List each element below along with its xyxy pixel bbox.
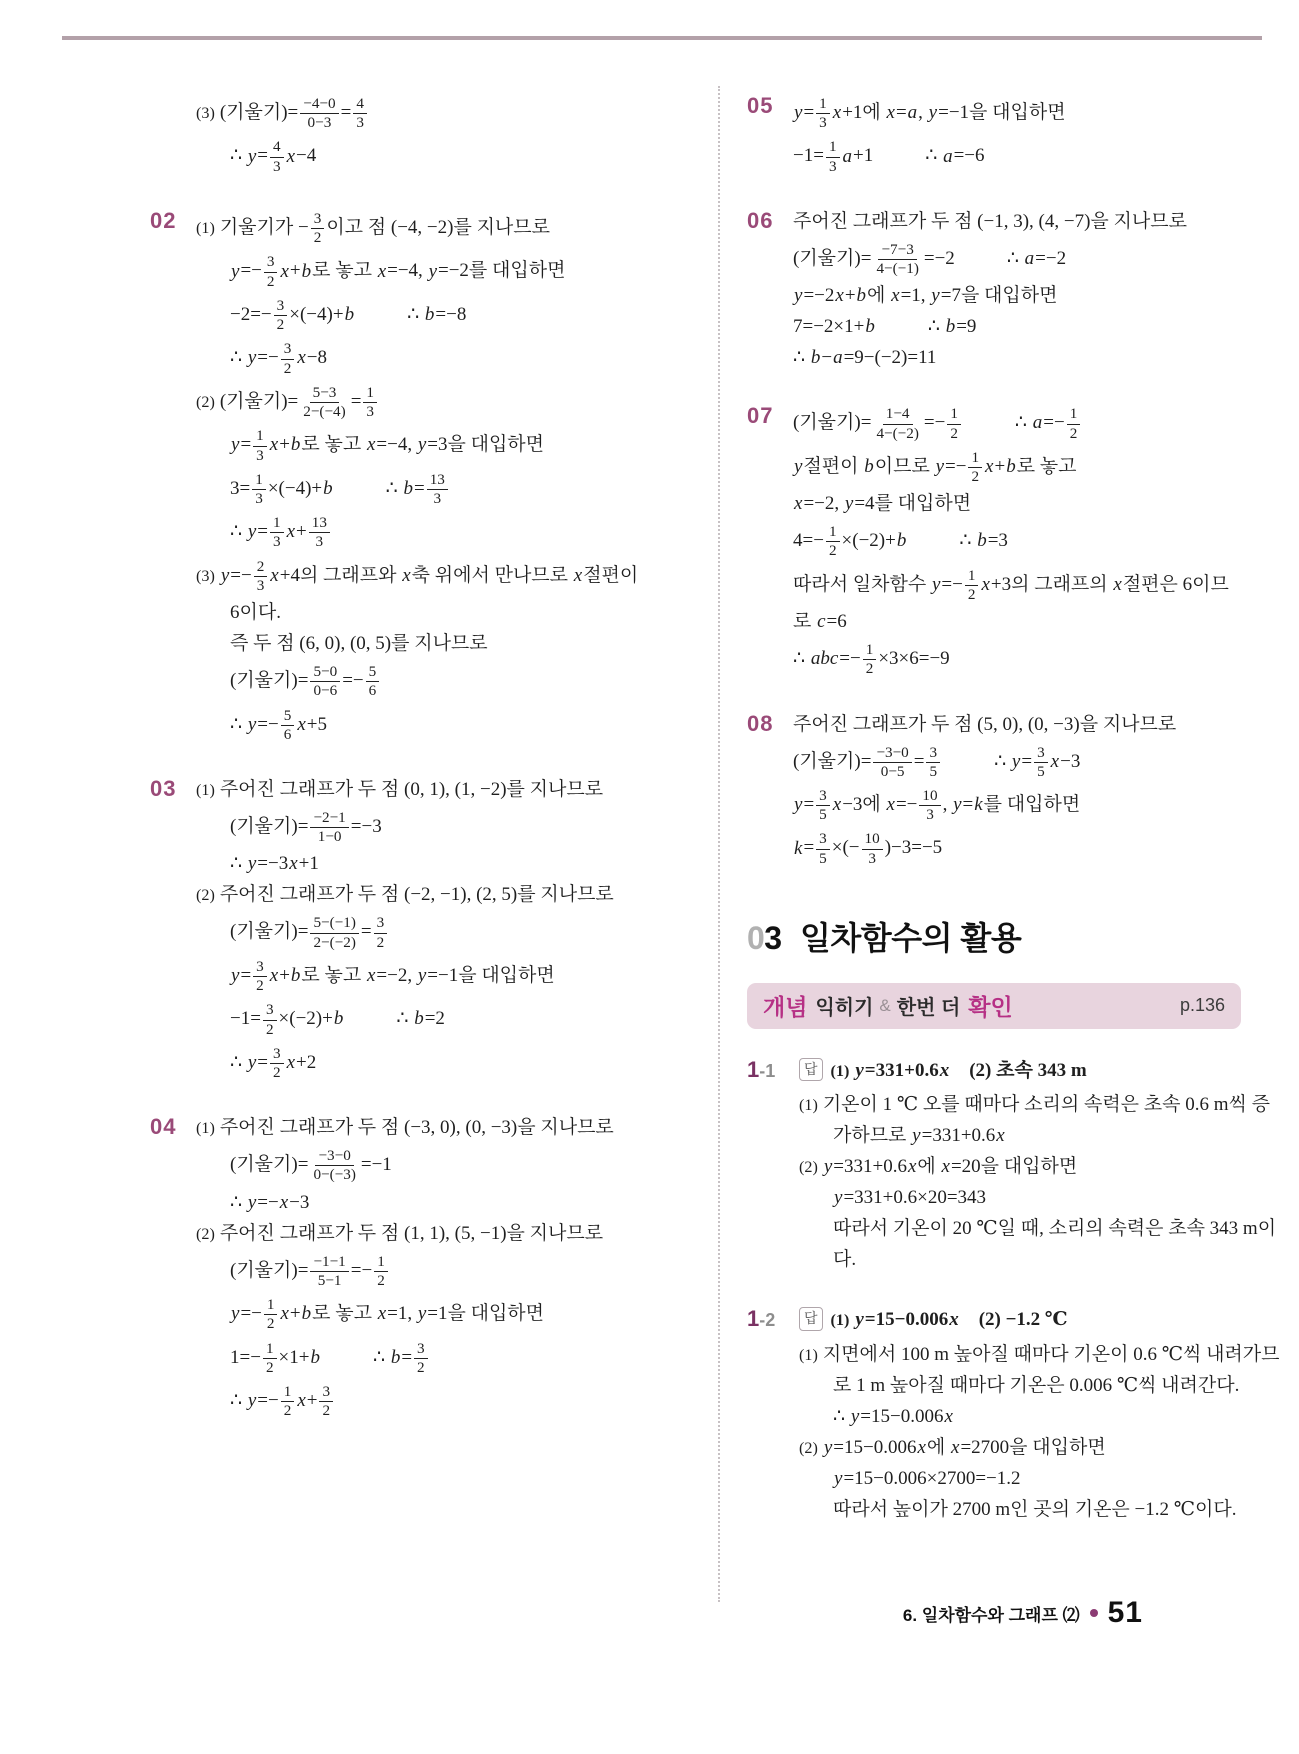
- fraction: $\frac{3}{2}$: [274, 297, 288, 334]
- solution-body: [196, 90, 715, 181]
- fraction: $\frac{-3-0}{0-(-3)}$: [313, 1147, 356, 1184]
- right-column: [747, 90, 1280, 1528]
- fraction: $\frac{1}{3}$: [270, 514, 284, 551]
- page-number: 51: [1107, 1596, 1143, 1629]
- solution-line: y절편이 b이므로 y=− $\frac{1}{2}$ x+b로 놓고: [794, 448, 1077, 485]
- fraction: $\frac{3}{2}$: [264, 253, 278, 290]
- fraction: $\frac{1}{2}$: [947, 405, 961, 442]
- fraction: $\frac{3}{5}$: [1034, 744, 1048, 781]
- solution-line: (2) 주어진 그래프가 두 점 (−2, −1), (2, 5)를 지나므로: [196, 884, 614, 906]
- fraction: $\frac{3}{2}$: [414, 1340, 428, 1377]
- fraction: $\frac{10}{3}$: [862, 830, 883, 867]
- solution-number: 06: [747, 207, 774, 233]
- solution-line: (기울기)= $\frac{5-0}{0-6}$ =− $\frac{5}{6}$: [196, 662, 715, 701]
- fraction: $\frac{2}{3}$: [254, 558, 268, 595]
- solution-line: k= $\frac{3}{5}$ ×(− $\frac{10}{3}$ )−3=−5: [794, 830, 943, 867]
- section-title: 일차함수의 활용: [799, 919, 1022, 956]
- solution-line: (2) y=331+0.6x에 x=20을 대입하면: [799, 1156, 1078, 1178]
- solution-body: [793, 205, 1241, 376]
- item-marker: (2): [799, 1439, 818, 1457]
- solution-body: [196, 773, 715, 1087]
- solution-line: (1) 지면에서 100 m 높아질 때마다 기온이 0.6 ℃씩 내려가므: [799, 1343, 1280, 1365]
- solution-line: (기울기)= $\frac{5-(-1)}{2-(-2)}$ = $\frac{3}{2}$: [196, 913, 715, 952]
- solution-line: 1=− $\frac{1}{2}$ ×1+b ∴ b= $\frac{3}{2}$: [196, 1339, 715, 1378]
- solution-body: [196, 1111, 715, 1425]
- fraction: $\frac{1}{2}$: [264, 1296, 278, 1333]
- item-marker: (1): [799, 1346, 818, 1364]
- item-marker: (1): [196, 1120, 215, 1138]
- solution-line: (기울기)= $\frac{-7-3}{4-(-1)}$ =−2 ∴ a=−2: [793, 240, 1067, 278]
- fraction: $\frac{13}{3}$: [427, 471, 448, 508]
- fraction: $\frac{1}{2}$: [281, 1383, 295, 1420]
- fraction: $\frac{1}{2}$: [263, 1340, 277, 1377]
- solution-line: (3) (기울기)= $\frac{-4-0}{0-3}$ = $\frac{4}{3}$: [196, 94, 715, 133]
- solution-line: −2=− $\frac{3}{2}$ ×(−4)+b ∴ b=−8: [230, 296, 467, 334]
- solution-line: (기울기)= $\frac{-2-1}{1-0}$ =−3: [230, 809, 382, 846]
- solution-body: [793, 400, 1241, 683]
- solution-line: (기울기)= $\frac{-3-0}{0-(-3)}$ =−1: [230, 1147, 392, 1184]
- solution-line: 주어진 그래프가 두 점 (−1, 3), (4, −7)을 지나므로: [793, 210, 1187, 232]
- solution-line: ∴ y= $\frac{4}{3}$ x−4: [230, 138, 317, 175]
- solution-line: ∴ y= $\frac{1}{3}$ x+ $\frac{13}{3}$: [196, 513, 715, 552]
- solution-line: y=15−0.006×2700=−1.2: [834, 1467, 1021, 1489]
- item-marker: (1): [196, 782, 215, 800]
- fraction: $\frac{3}{5}$: [816, 787, 830, 824]
- solution-line: (기울기)= $\frac{1-4}{4-(-2)}$ =− $\frac{1}{2}$ ∴ a=− $\frac{1}{2}$: [793, 404, 1241, 443]
- solution-line: y=− $\frac{1}{2}$ x+b로 놓고 x=1, y=1을 대입하면: [231, 1296, 545, 1333]
- solution-05: [747, 90, 1241, 181]
- fraction: $\frac{3}{2}$: [263, 1001, 277, 1038]
- banner-accent-check: 확인: [968, 994, 1013, 1021]
- solution-number: [150, 90, 196, 181]
- solution-line: ∴ b−a=9−(−2)=11: [793, 347, 937, 369]
- solution-number: 08: [747, 710, 774, 736]
- solution-line: y=331+0.6×20=343: [834, 1187, 987, 1209]
- solution-line: 따라서 높이가 2700 m인 곳의 기온은 −1.2 ℃이다.: [833, 1498, 1237, 1520]
- item-marker: (2): [799, 1159, 818, 1177]
- fraction: $\frac{1}{3}$: [363, 384, 377, 421]
- followup-number: 1-1: [747, 1056, 776, 1082]
- item-marker: (3): [196, 105, 215, 123]
- fraction: $\frac{5}{6}$: [366, 663, 380, 700]
- solution-line: 7=−2×1+b ∴ b=9: [793, 316, 977, 338]
- solution-line: y= $\frac{1}{3}$ x+b로 놓고 x=−4, y=3을 대입하면: [231, 427, 545, 464]
- right-solutions: [747, 90, 1241, 873]
- fraction: $\frac{1}{2}$: [374, 1253, 388, 1290]
- solution-line: (3) y=− $\frac{2}{3}$ x+4의 그래프와 x축 위에서 만나므로 x절편이: [196, 557, 639, 594]
- item-marker: (1): [196, 220, 215, 238]
- answer-line: 답 (1) y=331+0.6x (2) 초속 343 m: [799, 1057, 1241, 1085]
- fraction: $\frac{1}{2}$: [1067, 405, 1081, 442]
- solution-line: 따라서 일차함수 y=− $\frac{1}{2}$ x+3의 그래프의 x절편은 6이므: [793, 566, 1229, 603]
- section-header: [747, 913, 1241, 959]
- banner-accent-concept: 개념: [763, 994, 808, 1021]
- item-marker: (1): [830, 1062, 850, 1080]
- fraction: $\frac{-4-0}{0-3}$: [300, 95, 338, 132]
- chapter-label: 6. 일차함수와 그래프 ⑵: [902, 1605, 1080, 1625]
- solution-number: 04: [150, 1114, 177, 1140]
- solution-line: ∴ y=15−0.006x: [833, 1405, 953, 1427]
- column-divider: [718, 86, 720, 1602]
- fraction: $\frac{3}{5}$: [926, 744, 940, 781]
- concept-banner: [747, 983, 1241, 1029]
- fraction: $\frac{-2-1}{1-0}$: [310, 809, 348, 846]
- solution-line: 로 c=6: [793, 611, 847, 633]
- solution-line: x=−2, y=4를 대입하면: [794, 493, 972, 515]
- solution-line: y= $\frac{3}{2}$ x+b로 놓고 x=−2, y=−1을 대입하면: [231, 957, 555, 995]
- followup-1-2: [747, 1304, 1280, 1527]
- fraction: $\frac{1}{2}$: [826, 523, 840, 560]
- fraction: $\frac{3}{2}$: [270, 1045, 284, 1082]
- solution-line: (1) 기온이 1 ℃ 오를 때마다 소리의 속력은 초속 0.6 m씩 증: [799, 1094, 1270, 1116]
- solution-06: [747, 205, 1241, 376]
- solution-number: 02: [150, 207, 177, 233]
- fraction: $\frac{1}{3}$: [816, 95, 830, 132]
- fraction: $\frac{4}{3}$: [270, 138, 284, 175]
- fraction: $\frac{1}{2}$: [965, 567, 979, 604]
- fraction: $\frac{1}{3}$: [253, 427, 267, 464]
- followup-body: [799, 1055, 1277, 1278]
- top-rule: [62, 36, 1262, 40]
- solution-line: ∴ y=− $\frac{5}{6}$ x+5: [230, 706, 327, 743]
- solution-03: [150, 773, 715, 1087]
- solution-04: [150, 1111, 715, 1425]
- followup-1-1: [747, 1055, 1277, 1278]
- answer-line: 답 (1) y=15−0.006x (2) −1.2 ℃: [799, 1306, 1241, 1334]
- banner-text-2: 한번 더: [896, 997, 961, 1020]
- followup-solutions: [747, 1055, 1280, 1528]
- solution-line: 4=− $\frac{1}{2}$ ×(−2)+b ∴ b=3: [793, 523, 1008, 560]
- solution-line: 따라서 기온이 20 ℃일 때, 소리의 속력은 초속 343 m이: [833, 1218, 1277, 1240]
- item-marker: (2): [196, 393, 215, 411]
- fraction: $\frac{5-(-1)}{2-(-2)}$: [310, 914, 358, 951]
- fraction: $\frac{1}{3}$: [826, 138, 840, 175]
- fraction: $\frac{13}{3}$: [309, 514, 330, 551]
- solution-line: ∴ y= $\frac{3}{2}$ x+2: [230, 1044, 317, 1082]
- fraction: $\frac{1-4}{4-(-2)}$: [876, 405, 919, 442]
- solution-line: (기울기)= $\frac{-3-0}{0-5}$ = $\frac{3}{5}$ ∴ y= $\frac{3}{5}$ x−3: [793, 743, 1081, 780]
- fraction: $\frac{4}{3}$: [353, 95, 367, 132]
- solution-line: 3= $\frac{1}{3}$ ×(−4)+b ∴ b= $\frac{13}{3}$: [196, 470, 715, 509]
- solution-line: (1) 주어진 그래프가 두 점 (−3, 0), (0, −3)을 지나므로: [196, 1117, 614, 1139]
- page-footer: [903, 1596, 1143, 1630]
- fraction: $\frac{3}{2}$: [311, 210, 325, 247]
- fraction: $\frac{3}{2}$: [253, 958, 267, 995]
- solution-line: (1) 기울기가 − $\frac{3}{2}$ 이고 점 (−4, −2)를 지나므로: [196, 209, 550, 247]
- footer-dot-icon: [1090, 1609, 1098, 1617]
- item-marker: (1): [799, 1097, 818, 1115]
- fraction: $\frac{-1-1}{5-1}$: [310, 1253, 348, 1290]
- solution-body: [793, 708, 1241, 873]
- solution-line: (2) y=15−0.006x에 x=2700을 대입하면: [799, 1436, 1106, 1458]
- solution-number: 07: [747, 403, 774, 429]
- solution-body: [793, 90, 1241, 181]
- solution-line: ∴ y=− $\frac{1}{2}$ x+ $\frac{3}{2}$: [196, 1382, 715, 1421]
- fraction: $\frac{5-3}{2-(-4)}$: [303, 383, 346, 421]
- banner-text-1: 익히기: [815, 997, 874, 1020]
- solution-line: 주어진 그래프가 두 점 (5, 0), (0, −3)을 지나므로: [793, 713, 1177, 735]
- fraction: $\frac{-3-0}{0-5}$: [873, 744, 911, 781]
- answer-badge: 답: [799, 1307, 823, 1330]
- solution-line: (2) (기울기)= $\frac{5-3}{2-(-4)}$ = $\frac{1}{3}$: [196, 383, 715, 422]
- solution-07: [747, 400, 1241, 683]
- solution-line: (2) 주어진 그래프가 두 점 (1, 1), (5, −1)을 지나므로: [196, 1222, 604, 1244]
- solution-line: (기울기)= $\frac{-1-1}{5-1}$ =− $\frac{1}{2}$: [196, 1252, 715, 1291]
- item-marker: (2): [196, 887, 215, 905]
- solution-line: 6이다.: [230, 602, 281, 624]
- fraction: $\frac{3}{2}$: [319, 1383, 333, 1420]
- fraction: $\frac{1}{3}$: [252, 471, 266, 508]
- item-marker: (2): [196, 1225, 215, 1243]
- fraction: $\frac{3}{2}$: [281, 340, 295, 377]
- solution-line: −1= $\frac{1}{3}$ a+1 ∴ a=−6: [793, 138, 985, 175]
- fraction: $\frac{5-0}{0-6}$: [310, 663, 340, 700]
- solution-line: ∴ abc=− $\frac{1}{2}$ ×3×6=−9: [793, 641, 950, 678]
- section-number: 03: [747, 919, 782, 956]
- fraction: $\frac{3}{2}$: [374, 914, 388, 951]
- fraction: $\frac{10}{3}$: [919, 787, 940, 824]
- solution-line: 로 1 m 높아질 때마다 기온은 0.006 ℃씩 내려간다.: [833, 1374, 1240, 1396]
- solution-continued: [150, 90, 715, 181]
- left-column: [150, 90, 715, 1450]
- solution-02: [150, 205, 715, 749]
- solution-line: y= $\frac{1}{3}$ x+1에 x=a, y=−1을 대입하면: [794, 95, 1066, 132]
- solution-line: 다.: [833, 1249, 857, 1271]
- fraction: $\frac{5}{6}$: [281, 707, 295, 744]
- solution-line: ∴ y=− $\frac{3}{2}$ x−8: [230, 340, 327, 377]
- answer-badge: 답: [799, 1058, 823, 1081]
- solution-08: [747, 708, 1241, 873]
- solution-line: −1= $\frac{3}{2}$ ×(−2)+b ∴ b=2: [230, 1001, 445, 1038]
- solution-body: [196, 205, 715, 749]
- banner-page-ref: p.136: [1179, 995, 1225, 1016]
- followup-body: [799, 1304, 1280, 1527]
- solution-line: y=−2x+b에 x=1, y=7을 대입하면: [794, 285, 1058, 307]
- solution-line: ∴ y=−3x+1: [230, 853, 319, 875]
- fraction: $\frac{-7-3}{4-(-1)}$: [876, 240, 919, 278]
- item-marker: (1): [830, 1312, 850, 1330]
- solution-line: y=− $\frac{3}{2}$ x+b로 놓고 x=−4, y=−2를 대입하면: [231, 253, 566, 290]
- fraction: $\frac{3}{5}$: [816, 830, 830, 867]
- solution-line: y= $\frac{3}{5}$ x−3에 x=− $\frac{10}{3}$ , y=k를 대입하면: [794, 787, 1081, 824]
- fraction: $\frac{1}{2}$: [863, 641, 877, 678]
- solution-line: ∴ y=−x−3: [230, 1191, 310, 1213]
- ampersand: &: [879, 995, 891, 1015]
- solution-line: 가하므로 y=331+0.6x: [833, 1125, 1005, 1147]
- solution-line: (1) 주어진 그래프가 두 점 (0, 1), (1, −2)를 지나므로: [196, 779, 604, 801]
- solution-number: 03: [150, 776, 177, 802]
- followup-number: 1-2: [747, 1306, 776, 1332]
- item-marker: (3): [196, 567, 215, 585]
- fraction: $\frac{1}{2}$: [968, 449, 982, 486]
- solution-number: 05: [747, 93, 774, 118]
- solution-line: 즉 두 점 (6, 0), (0, 5)를 지나므로: [230, 633, 488, 655]
